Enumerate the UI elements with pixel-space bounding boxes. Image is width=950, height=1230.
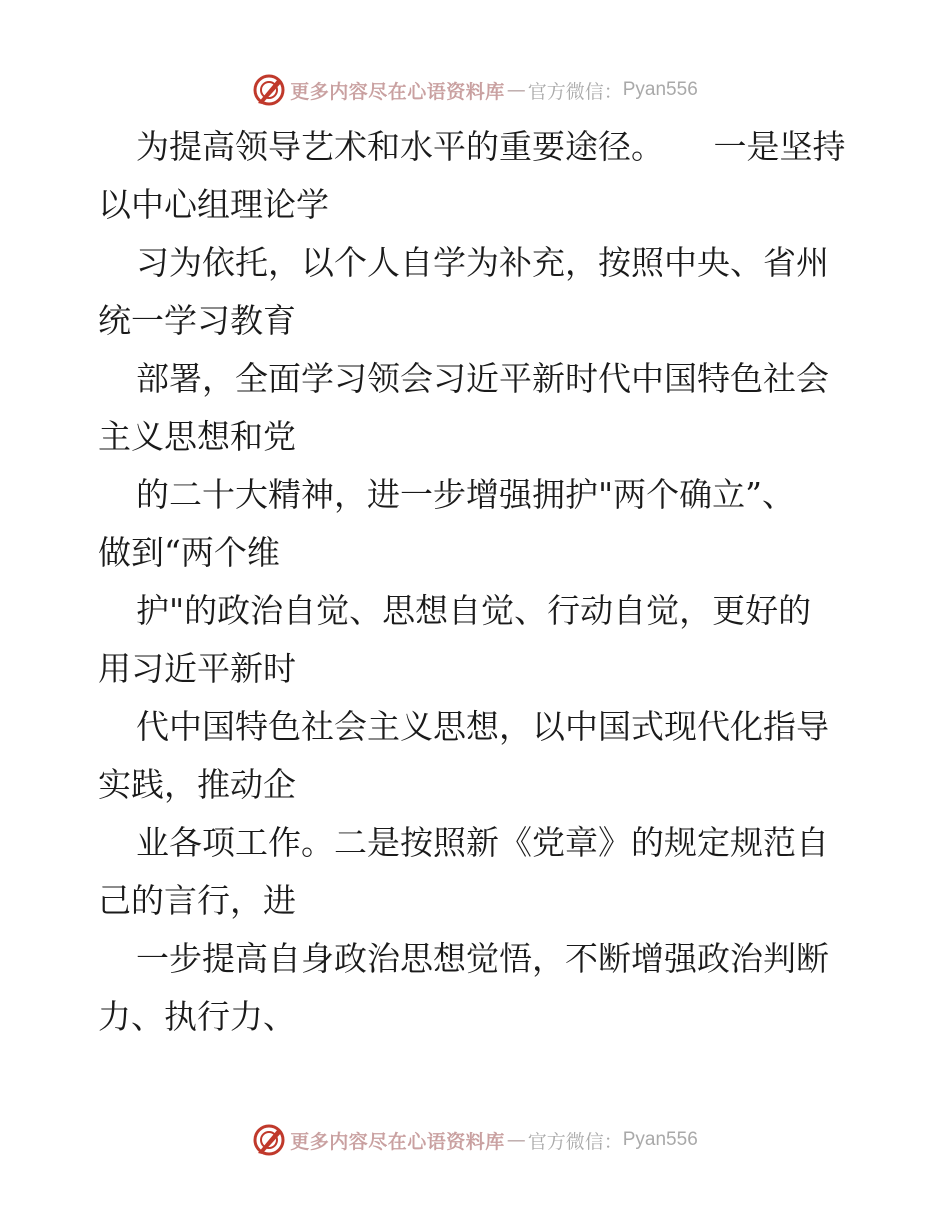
- quill-logo-icon: [252, 1123, 286, 1157]
- header-wechat-id: Pyan556: [622, 79, 698, 100]
- body-line: 实践，推动企: [98, 765, 296, 804]
- header-banner-text: 更多内容尽在心语资料库: [290, 80, 505, 103]
- body-line: 己的言行，进: [98, 881, 296, 920]
- body-line: 做到“两个维: [98, 533, 280, 572]
- body-line: 部署，全面学习领会习近平新时代中国特色社会: [136, 359, 829, 398]
- footer-wechat-label: 官方微信：: [527, 1130, 623, 1153]
- footer-banner-text: 更多内容尽在心语资料库: [290, 1130, 505, 1153]
- body-line: 的二十大精神，进一步增强拥护"两个确立”、: [136, 475, 796, 514]
- body-line: 用习近平新时: [98, 649, 296, 688]
- body-line: 业各项工作。二是按照新《党章》的规定规范自: [136, 823, 829, 862]
- footer-wechat-id: Pyan556: [622, 1129, 698, 1150]
- body-line: 代中国特色社会主义思想，以中国式现代化指导: [136, 707, 829, 746]
- header-banner-dash: —: [506, 79, 526, 101]
- body-line: 主义思想和党: [98, 417, 296, 456]
- footer-banner-dash: —: [506, 1129, 526, 1151]
- body-line: 习为依托，以个人自学为补充，按照中央、省州: [136, 243, 829, 282]
- header-banner: [0, 70, 950, 110]
- body-line: 以中心组理论学: [98, 185, 329, 224]
- document-body: [98, 118, 858, 1046]
- body-line: 力、执行力、: [98, 997, 296, 1036]
- quill-logo-icon: [252, 73, 286, 107]
- body-line: 为提高领导艺术和水平的重要途径。 一是坚持: [136, 127, 846, 166]
- body-line: 统一学习教育: [98, 301, 296, 340]
- body-line: 护"的政治自觉、思想自觉、行动自觉，更好的: [136, 591, 812, 630]
- body-line: 一步提高自身政治思想觉悟，不断增强政治判断: [136, 939, 829, 978]
- header-wechat-label: 官方微信：: [527, 80, 623, 103]
- footer-banner: [0, 1120, 950, 1160]
